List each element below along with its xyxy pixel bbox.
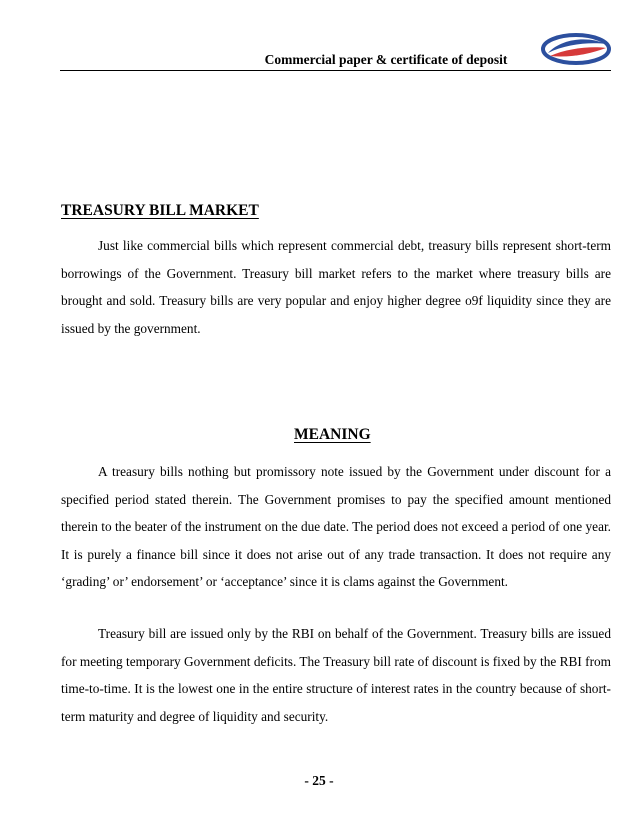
paragraph-treasury-intro: Just like commercial bills which represent commercial debt, treasury bills represent short-term borrowings of the Government. Treasury bill market refers to the market where treasury bills are brought and sold. Treasury bills are very popular and enjoy higher degree o9f liquidity since they are issued by the government. [61, 238, 611, 336]
paragraph-meaning-1: A treasury bills nothing but promissory note issued by the Government under discount for a specified period stated therein. The Government promises to pay the specified amount mentioned therein to the beater of the instrument on the due date. The period does not exceed a period of one year. It is purely a finance bill since it does not arise out of any trade transaction. It does not require any ‘grading’ or’ endorsement’ or ‘acceptance’ since it is clams against the Government. [61, 464, 611, 590]
header-title: Commercial paper & certificate of deposit [264, 52, 508, 67]
page-number: - 25 - [304, 773, 334, 788]
header-divider [60, 70, 611, 71]
swoosh-logo-icon [540, 32, 612, 66]
section-heading-meaning: MEANING [294, 426, 371, 443]
paragraph-meaning-2: Treasury bill are issued only by the RBI on behalf of the Government. Treasury bills are issued for meeting temporary Government deficits. The Treasury bill rate of discount is fixed by the RBI from time-to-time. It is the lowest one in the entire structure of interest rates in the country because of short-term maturity and degree of liquidity and security. [61, 626, 611, 724]
section-heading-treasury: TREASURY BILL MARKET [61, 202, 259, 219]
